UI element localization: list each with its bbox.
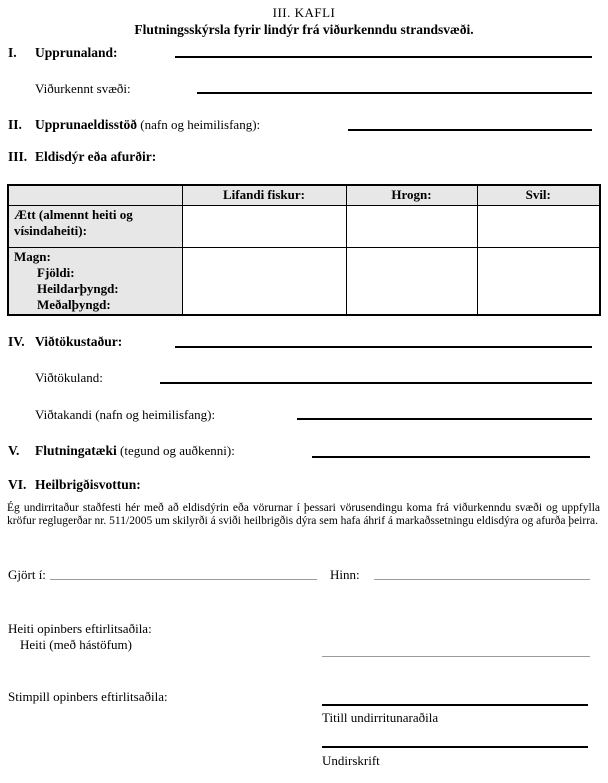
signer-title-field-line: [322, 704, 588, 706]
signature-label: Undirskrift: [322, 753, 380, 768]
date-label: Hinn:: [330, 567, 360, 582]
species-row: [8, 206, 600, 248]
certification-declaration-text: Ég undirritaður staðfesti hér með að eldisdýrin eða vörurnar í þessari vörusendingu koma frá viðurkenndu svæði og uppfylla kröfur reglugerðar nr. 511/2005 um skilyrði á sviði heilbrigðis dýra sem hafa áhrif á markaðssetningu eldisdýra og afurða þeirra.: [7, 502, 600, 527]
origin-country-label: Upprunaland:: [35, 45, 118, 60]
table-header-row: [8, 185, 600, 206]
header-live-fish: Lifandi fiskur:: [182, 185, 346, 206]
quantity-count-label: Fjöldi:: [37, 265, 75, 280]
stamp-label: Stimpill opinbers eftirlitsaðila:: [8, 689, 168, 704]
quantity-row: [8, 248, 600, 316]
place-label: Gjört í:: [8, 567, 46, 582]
authority-name-label: Heiti opinbers eftirlitsaðila:: [8, 621, 152, 636]
health-certification-label: Heilbrigðisvottun:: [35, 477, 141, 492]
section1-numeral: I.: [8, 45, 17, 60]
origin-country-field-line: [175, 56, 592, 58]
approved-area-label: Viðurkennt svæði:: [35, 81, 131, 96]
animals-products-label: Eldisdýr eða afurðir:: [35, 149, 157, 164]
quantity-row-label: [8, 248, 182, 316]
form-title: Flutningsskýrsla fyrir lindýr frá viðurkenndu strandsvæði.: [134, 22, 474, 37]
section5-numeral: V.: [8, 443, 20, 458]
name-capitals-field-line: [322, 656, 590, 657]
quantity-roe-cell: [346, 248, 477, 316]
species-roe-cell: [346, 206, 477, 248]
approved-area-field-line: [197, 92, 592, 94]
species-live-fish-cell: [182, 206, 346, 248]
place-field-line: [50, 579, 317, 580]
transport-means-label-suffix: (tegund og auðkenni):: [120, 443, 235, 458]
transport-means-label: Flutningatæki: [35, 443, 117, 458]
species-table: [7, 184, 601, 316]
species-row-label: Ætt (almennt heiti og vísindaheiti):: [8, 206, 182, 248]
date-field-line: [374, 579, 590, 580]
origin-farm-label: Upprunaeldisstöð: [35, 117, 138, 132]
origin-farm-label-suffix: (nafn og heimilisfang):: [140, 117, 261, 132]
destination-label: Viðtökustaður:: [35, 334, 123, 349]
transport-means-field-line: [312, 456, 590, 458]
destination-country-field-line: [160, 382, 592, 384]
header-empty-cell: [8, 185, 182, 206]
section3-numeral: III.: [8, 149, 28, 164]
header-roe: Hrogn:: [346, 185, 477, 206]
quantity-milt-cell: [477, 248, 600, 316]
section4-numeral: IV.: [8, 334, 25, 349]
destination-country-label: Viðtökuland:: [35, 370, 103, 385]
consignee-field-line: [297, 418, 592, 420]
section6-numeral: VI.: [8, 477, 27, 492]
quantity-live-fish-cell: [182, 248, 346, 316]
section2-numeral: II.: [8, 117, 22, 132]
chapter-title: III. KAFLI: [272, 5, 336, 20]
species-milt-cell: [477, 206, 600, 248]
quantity-total-weight-label: Heildarþyngd:: [37, 281, 119, 296]
signer-title-label: Titill undirritunaraðila: [322, 710, 439, 725]
name-capitals-label: Heiti (með hástöfum): [20, 637, 132, 652]
quantity-avg-weight-label: Meðalþyngd:: [37, 297, 111, 312]
signature-field-line: [322, 746, 588, 748]
destination-field-line: [175, 346, 592, 348]
consignee-label: Viðtakandi (nafn og heimilisfang):: [35, 407, 216, 422]
origin-farm-field-line: [348, 129, 592, 131]
header-milt: Svil:: [477, 185, 600, 206]
quantity-label: Magn:: [14, 249, 51, 264]
